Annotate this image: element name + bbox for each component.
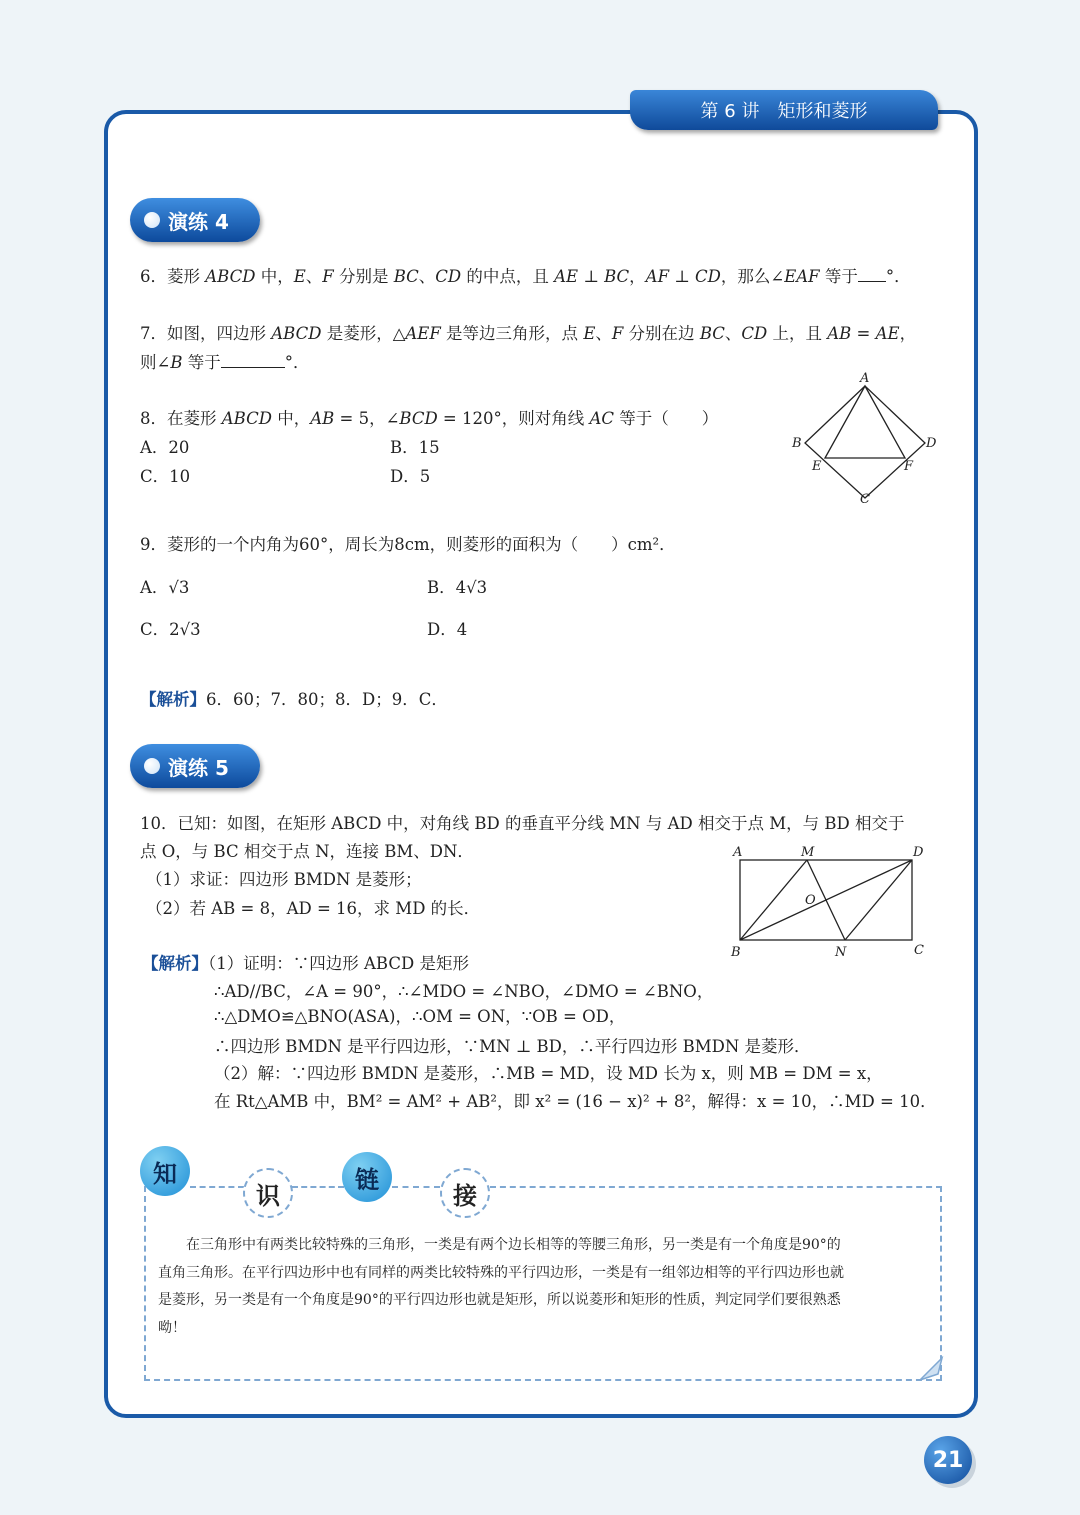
answers-4: 【解析】6．60；7．80；8．D；9．C．: [140, 690, 448, 709]
chapter-header: [630, 90, 938, 130]
knowledge-title-char-2: 识: [243, 1168, 293, 1218]
q9-option-c: C．2√3: [140, 620, 201, 639]
question-10-line-2: 点 O，与 BC 相交于点 N，连接 BM、DN．: [140, 842, 474, 861]
page-number: 21: [924, 1436, 972, 1484]
bullet-icon: [144, 212, 160, 228]
solution-line-1: 【解析】（1）证明：∵四边形 ABCD 是矩形: [142, 954, 469, 973]
question-7-line-1: 7．如图，四边形 ABCD 是菱形，△AEF 是等边三角形，点 E、F 分别在边 BC、CD 上，且 AB = AE，: [140, 324, 917, 343]
fig1-label-b: B: [792, 436, 802, 451]
fig1-label-f: F: [904, 459, 914, 474]
solution-line-3: ∴△DMO≌△BNO(ASA)，∴OM = ON，∵OB = OD，: [214, 1007, 626, 1026]
fig2-label-d: D: [913, 845, 924, 860]
q9-option-d: D．4: [427, 620, 468, 639]
question-8: 8．在菱形 ABCD 中，AB = 5，∠BCD = 120°，则对角线 AC 等于（ ）: [140, 409, 719, 428]
fig1-label-e: E: [812, 459, 822, 474]
question-9: 9．菱形的一个内角为60°，周长为8cm，则菱形的面积为（ ）cm²．: [140, 535, 676, 554]
knowledge-text-3: 是菱形，另一类是有一个角度是90°的平行四边形也就是矩形，所以说菱形和矩形的性质，判定同学们要很熟悉: [158, 1292, 841, 1308]
solution-line-6: 在 Rt△AMB 中，BM² = AM² + AB²，即 x² = (16 − x)² + 8²，解得：x = 10，∴MD = 10．: [214, 1092, 937, 1111]
page-curl-icon: [918, 1356, 944, 1382]
question-7-line-2: 则∠B 等于 °．: [140, 353, 310, 372]
section-heading-4: 演练 4: [130, 198, 260, 242]
fig2-label-c: C: [914, 943, 924, 958]
q8-option-b: B．15: [390, 438, 440, 457]
section-heading-5: 演练 5: [130, 744, 260, 788]
solution-line-4: ∴四边形 BMDN 是平行四边形，∵MN ⊥ BD，∴平行四边形 BMDN 是菱形．: [214, 1037, 811, 1056]
fig2-label-o: O: [805, 893, 816, 908]
fig1-label-a: A: [860, 371, 870, 386]
q8-option-a: A．20: [140, 438, 190, 457]
fig1-label-d: D: [926, 436, 937, 451]
analysis-label: 【解析】: [142, 954, 208, 973]
question-6: 6．菱形 ABCD 中，E、F 分别是 BC、CD 的中点，且 AE ⊥ BC，AF ⊥ CD，那么∠EAF 等于 °．: [140, 267, 911, 286]
fig1-label-c: C: [860, 492, 870, 507]
knowledge-title-char-1: 知: [140, 1146, 190, 1196]
knowledge-title-char-4: 接: [440, 1168, 490, 1218]
rhombus-figure: [780, 368, 950, 513]
fig2-label-n: N: [835, 945, 847, 960]
q9-option-a: A．√3: [140, 578, 190, 597]
knowledge-text-1: 在三角形中有两类比较特殊的三角形，一类是有两个边长相等的等腰三角形，另一类是有一个角度是90°的: [158, 1237, 841, 1253]
rectangle-figure: [725, 840, 935, 965]
solution-line-5: （2）解：∵四边形 BMDN 是菱形，∴MB = MD，设 MD 长为 x，则 MB = DM = x，: [214, 1064, 883, 1083]
knowledge-title-char-3: 链: [342, 1152, 392, 1202]
lecture-number: 第 6 讲: [700, 101, 760, 122]
chapter-title: 矩形和菱形: [777, 101, 868, 122]
fig2-label-b: B: [731, 945, 741, 960]
q9-option-b: B．4√3: [427, 578, 488, 597]
fig2-label-a: A: [733, 845, 743, 860]
solution-line-2: ∴AD//BC，∠A = 90°，∴∠MDO = ∠NBO，∠DMO = ∠BNO，: [214, 982, 714, 1001]
q8-option-d: D．5: [390, 467, 431, 486]
analysis-label: 【解析】: [140, 690, 206, 709]
bullet-icon: [144, 758, 160, 774]
fig2-label-m: M: [801, 845, 815, 860]
q8-option-c: C．10: [140, 467, 191, 486]
answer-blank: [858, 267, 886, 282]
knowledge-text-2: 直角三角形。在平行四边形中也有同样的两类比较特殊的平行四边形，一类是有一组邻边相等的平行四边形也就: [158, 1265, 844, 1281]
question-10-line-4: （2）若 AB = 8，AD = 16，求 MD 的长．: [146, 899, 481, 918]
question-10-line-3: （1）求证：四边形 BMDN 是菱形；: [146, 870, 422, 889]
question-10-line-1: 10．已知：如图，在矩形 ABCD 中，对角线 BD 的垂直平分线 MN 与 AD 相交于点 M，与 BD 相交于: [140, 814, 905, 833]
answer-blank: [221, 353, 285, 368]
knowledge-text-4: 呦！: [158, 1320, 186, 1336]
